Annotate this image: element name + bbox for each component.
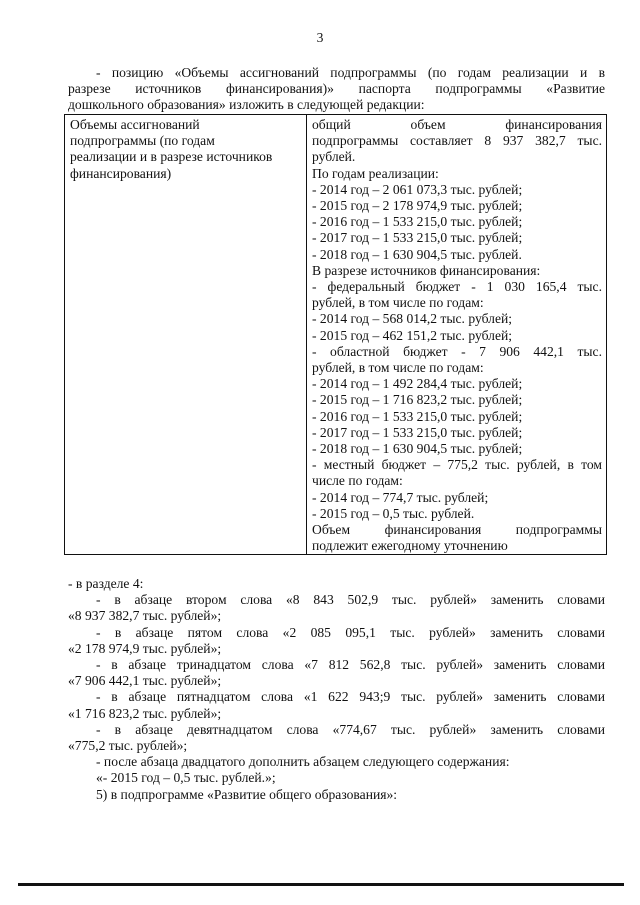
intro-line-1: - позицию «Объемы ассигнований подпрограммы (по годам реализации и в: [96, 65, 605, 80]
financing-line: рублей, в том числе по годам:: [312, 360, 484, 376]
position-name-cell: [65, 115, 307, 555]
intro-line-2: разрезе источников финансирования)» паспорта подпрограммы «Развитие: [68, 81, 605, 97]
financing-line: - 2018 год – 1 630 904,5 тыс. рублей;: [312, 441, 523, 457]
financing-line: Объем финансирования подпрограммы: [312, 522, 602, 538]
position-name-line: финансирования): [70, 165, 172, 181]
financing-line: - 2015 год – 2 178 974,9 тыс. рублей;: [312, 198, 523, 214]
change-instruction-line: - в абзаце тринадцатом слова «7 812 562,8 тыс. рублей» заменить словами: [96, 657, 605, 673]
intro-paragraph: [68, 65, 605, 114]
financing-line: подпрограммы составляет 8 937 382,7 тыс.: [312, 133, 602, 149]
financing-line: - 2015 год – 462 151,2 тыс. рублей;: [312, 327, 513, 343]
change-instruction-line: - в абзаце втором слова «8 843 502,9 тыс. рублей» заменить словами: [96, 592, 605, 608]
financing-line: - 2014 год – 1 492 284,4 тыс. рублей;: [312, 376, 523, 392]
financing-line: - местный бюджет – 775,2 тыс. рублей, в том: [312, 457, 602, 473]
position-name-line: Объемы ассигнований: [70, 117, 200, 132]
position-name-line: подпрограммы (по годам: [70, 133, 215, 149]
financing-line: - 2018 год – 1 630 904,5 тыс. рублей.: [312, 246, 522, 262]
change-instruction-line: 5) в подпрограмме «Развитие общего образования»:: [96, 786, 398, 802]
financing-line: - 2015 год – 1 716 823,2 тыс. рублей;: [312, 392, 523, 408]
financing-line: - 2014 год – 774,7 тыс. рублей;: [312, 489, 489, 505]
change-instruction-line: - в абзаце пятом слова «2 085 095,1 тыс. рублей» заменить словами: [96, 624, 605, 640]
financing-line: рублей.: [312, 149, 356, 165]
intro-line-3: дошкольного образования» изложить в следующей редакции:: [68, 97, 425, 113]
change-instruction-line: - после абзаца двадцатого дополнить абзацем следующего содержания:: [96, 754, 510, 770]
passport-table: [64, 114, 607, 555]
change-instruction-line: «7 906 442,1 тыс. рублей»;: [68, 673, 222, 689]
page-number: 3: [316, 30, 324, 45]
change-instruction-line: - в абзаце девятнадцатом слова «774,67 тыс. рублей» заменить словами: [96, 721, 605, 737]
financing-line: общий объем финансирования: [312, 117, 602, 132]
financing-line: - 2016 год – 1 533 215,0 тыс. рублей;: [312, 214, 523, 230]
financing-line: - 2017 год – 1 533 215,0 тыс. рублей;: [312, 230, 523, 246]
financing-line: рублей, в том числе по годам:: [312, 295, 484, 311]
change-instruction-line: «2 178 974,9 тыс. рублей»;: [68, 640, 222, 656]
financing-line: По годам реализации:: [312, 165, 439, 181]
financing-line: - 2014 год – 2 061 073,3 тыс. рублей;: [312, 181, 523, 197]
financing-line: - 2014 год – 568 014,2 тыс. рублей;: [312, 311, 513, 327]
change-instruction-line: «8 937 382,7 тыс. рублей»;: [68, 608, 222, 624]
position-value-cell: [307, 115, 607, 555]
position-name-line: реализации и в разрезе источников: [70, 149, 273, 165]
change-instruction-line: - в абзаце пятнадцатом слова «1 622 943;9 тыс. рублей» заменить словами: [96, 689, 605, 705]
financing-line: - областной бюджет - 7 906 442,1 тыс.: [312, 343, 602, 359]
change-instruction-line: «775,2 тыс. рублей»;: [68, 738, 188, 754]
change-instruction-line: «- 2015 год – 0,5 тыс. рублей.»;: [96, 770, 276, 786]
financing-line: числе по годам:: [312, 473, 403, 489]
financing-line: - 2017 год – 1 533 215,0 тыс. рублей;: [312, 424, 523, 440]
change-instruction-line: - в разделе 4:: [68, 576, 144, 591]
bottom-rule: [18, 883, 624, 886]
financing-line: - 2015 год – 0,5 тыс. рублей.: [312, 505, 475, 521]
section-4-changes: [68, 576, 605, 803]
financing-line: - 2016 год – 1 533 215,0 тыс. рублей;: [312, 408, 523, 424]
change-instruction-line: «1 716 823,2 тыс. рублей»;: [68, 705, 222, 721]
financing-line: В разрезе источников финансирования:: [312, 262, 541, 278]
financing-line: - федеральный бюджет - 1 030 165,4 тыс.: [312, 279, 602, 295]
passport-row: [65, 115, 607, 555]
financing-line: подлежит ежегодному уточнению: [312, 538, 508, 554]
